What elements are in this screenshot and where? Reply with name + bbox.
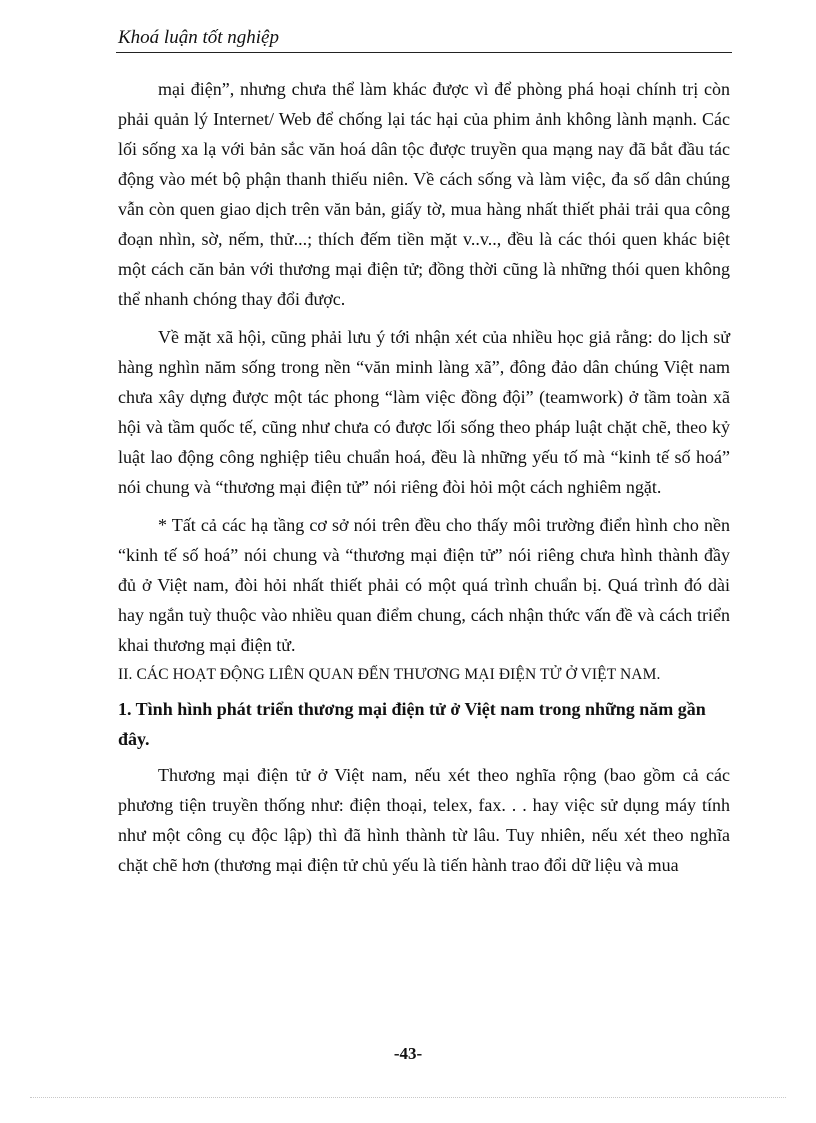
paragraph-summary: * Tất cả các hạ tầng cơ sở nói trên đều cho thấy môi trường điển hình cho nền “kinh tế số hoá” nói chung và “thương mại điện tử” nói riêng chưa hình thành đầy đủ ở Việt nam, đòi hỏi nhất thiết phải có một quá trình chuẩn bị. Quá trình đó dài hay ngắn tuỳ thuộc vào nhiều quan điểm chung, cách nhận thức vấn đề và cách triển khai thương mại điện tử. [118,515,730,655]
subsection-heading: 1. Tình hình phát triển thương mại điện tử ở Việt nam trong những năm gần đây. [118,699,706,749]
paragraph-continuation: mại điện”, nhưng chưa thể làm khác được vì để phòng phá hoại chính trị còn phải quản lý Internet/ Web để chống lại tác hại của phim ảnh không lành mạnh. Các lối sống xa lạ với bản sắc văn hoá dân tộc được truyền qua mạng nay đã bắt đầu tác động vào mét bộ phận thanh thiếu niên. Về cách sống và làm việc, đa số dân chúng vẫn còn quen giao dịch trên văn bản, giấy tờ, mua hàng nhất thiết phải trải qua công đoạn nhìn, sờ, nếm, thử...; thích đếm tiền mặt v..v.., đều là các thói quen khác biệt một cách căn bản với thương mại điện tử; đồng thời cũng là những thói quen không thể nhanh chóng thay đổi được. [118,79,730,309]
paragraph-social: Về mặt xã hội, cũng phải lưu ý tới nhận xét của nhiều học giả rằng: do lịch sử hàng nghìn năm sống trong nền “văn minh làng xã”, đông đảo dân chúng Việt nam chưa xây dựng được một tác phong “làm việc đồng đội” (teamwork) ở tầm toàn xã hội và tầm quốc tế, cũng như chưa có được lối sống theo pháp luật chặt chẽ, theo kỷ luật lao động công nghiệp tiêu chuẩn hoá, đều là những yếu tố mà “kinh tế số hoá” nói chung và “thương mại điện tử” nói riêng đòi hỏi một cách nghiêm ngặt. [118,327,730,497]
running-header: Khoá luận tốt nghiệp [118,27,279,48]
paragraph-closing: Thương mại điện tử ở Việt nam, nếu xét theo nghĩa rộng (bao gồm cả các phương tiện truyền thống như: điện thoại, telex, fax. . . hay việc sử dụng máy tính như một công cụ độc lập) thì đã hình thành từ lâu. Tuy nhiên, nếu xét theo nghĩa chặt chẽ hơn (thương mại điện tử chủ yếu là tiến hành trao đổi dữ liệu và mua [118,765,730,875]
document-body [118,74,730,880]
section-heading: II. CÁC HOẠT ĐỘNG LIÊN QUAN ĐẾN THƯƠNG MẠI ĐIỆN TỬ Ở VIỆT NAM. [118,666,661,683]
header-divider [116,52,732,53]
footer-divider [30,1097,786,1098]
page-number: -43- [393,1044,423,1063]
